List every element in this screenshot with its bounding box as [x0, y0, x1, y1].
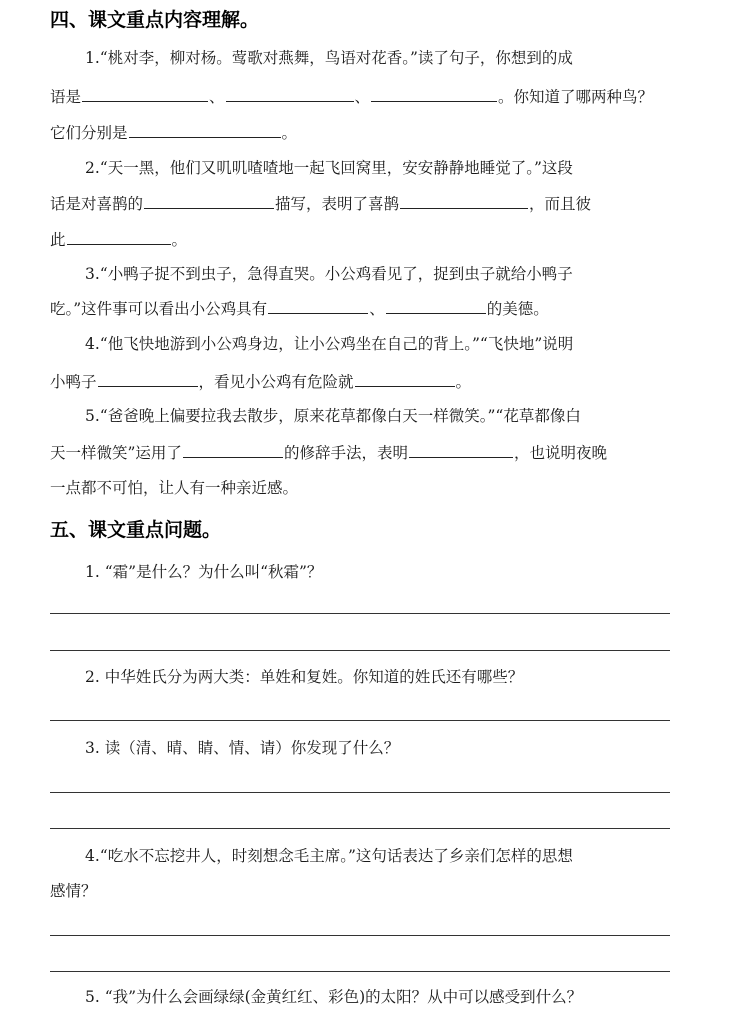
- q4-1-line1: 1.“桃对李，柳对杨。莺歌对燕舞，鸟语对花香。”读了句子，你想到的成: [85, 49, 573, 67]
- q4-5-text-c: ，也说明夜晚: [513, 444, 607, 462]
- answer-blank[interactable]: [371, 85, 497, 102]
- answer-line[interactable]: [50, 650, 670, 651]
- answer-blank[interactable]: [226, 85, 354, 102]
- q4-2-line1: 2.“天一黑，他们又叽叽喳喳地一起飞回窝里，安安静静地睡觉了。”这段: [85, 159, 573, 177]
- q4-4-text-a: 小鸭子: [50, 373, 97, 391]
- q4-3-line1: 3.“小鸭子捉不到虫子，急得直哭。小公鸡看见了，捉到虫子就给小鸭子: [85, 265, 573, 283]
- q4-5-line2: [50, 441, 607, 464]
- q4-4-line2: [50, 370, 471, 393]
- answer-blank[interactable]: [82, 85, 208, 102]
- q4-5-text-a: 天一样微笑”运用了: [50, 444, 182, 462]
- q4-1-text-e: 它们分别是: [50, 124, 128, 142]
- q4-3-text-a: 吃。”这件事可以看出小公鸡具有: [50, 300, 268, 318]
- q4-1-text-a: 语是: [50, 88, 82, 106]
- answer-line[interactable]: [50, 792, 670, 793]
- answer-blank[interactable]: [400, 192, 528, 209]
- answer-line[interactable]: [50, 613, 670, 614]
- q4-4-text-b: ，看见小公鸡有危险就: [198, 373, 354, 391]
- answer-blank[interactable]: [98, 370, 198, 387]
- answer-line[interactable]: [50, 720, 670, 721]
- q4-5-text-b: 的修辞手法，表明: [283, 444, 408, 462]
- q4-5-line1: 5.“爸爸晚上偏要拉我去散步，原来花草都像白天一样微笑。”“花草都像白: [85, 407, 581, 425]
- q4-5-line3: 一点都不可怕，让人有一种亲近感。: [50, 479, 299, 497]
- answer-blank[interactable]: [386, 297, 486, 314]
- answer-blank[interactable]: [268, 297, 368, 314]
- q4-1-text-d: 。你知道了哪两种鸟？: [498, 88, 654, 106]
- q4-4-line1: 4.“他飞快地游到小公鸡身边，让小公鸡坐在自己的背上。”“飞快地”说明: [85, 335, 574, 353]
- answer-blank[interactable]: [144, 192, 274, 209]
- q4-2-text-c: ，而且彼: [529, 195, 592, 213]
- section-5-heading: 五、课文重点问题。: [50, 519, 222, 541]
- q5-3-question: 3. 读（清、晴、睛、情、请）你发现了什么？: [85, 739, 400, 757]
- q4-2-text-b: 描写，表明了喜鹊: [275, 195, 400, 213]
- q5-4-line2: 感情？: [50, 882, 97, 900]
- answer-blank[interactable]: [67, 228, 171, 245]
- answer-line[interactable]: [50, 828, 670, 829]
- q5-5-question: 5. “我”为什么会画绿绿(金黄红红、彩色)的太阳？从中可以感受到什么？: [85, 988, 583, 1006]
- q5-4-line1: 4.“吃水不忘挖井人，时刻想念毛主席。”这句话表达了乡亲们怎样的思想: [85, 847, 573, 865]
- section-4-heading: 四、课文重点内容理解。: [50, 9, 260, 31]
- answer-blank[interactable]: [355, 370, 455, 387]
- q4-3-line2: [50, 297, 549, 320]
- answer-line[interactable]: [50, 971, 670, 972]
- q4-2-text-a: 话是对喜鹊的: [50, 195, 144, 213]
- q4-1-text-c: 、: [354, 88, 371, 106]
- q5-1-question: 1. “霜”是什么？为什么叫“秋霜”？: [85, 563, 323, 581]
- q4-1-line3: [50, 121, 297, 144]
- q4-3-text-b: 、: [369, 300, 385, 318]
- answer-blank[interactable]: [409, 441, 513, 458]
- answer-blank[interactable]: [129, 121, 281, 138]
- q4-2-line3: [50, 228, 187, 251]
- q4-2-text-e: 。: [171, 231, 188, 249]
- answer-blank[interactable]: [183, 441, 283, 458]
- q4-1-text-b: 、: [209, 88, 225, 106]
- q4-1-line2: [50, 85, 653, 108]
- q4-4-text-c: 。: [455, 373, 472, 391]
- q4-2-text-d: 此: [50, 231, 66, 249]
- answer-line[interactable]: [50, 935, 670, 936]
- q4-2-line2: [50, 192, 591, 215]
- q4-3-text-c: 的美德。: [486, 300, 549, 318]
- q4-1-text-f: 。: [281, 124, 298, 142]
- q5-2-question: 2. 中华姓氏分为两大类：单姓和复姓。你知道的姓氏还有哪些？: [85, 668, 524, 686]
